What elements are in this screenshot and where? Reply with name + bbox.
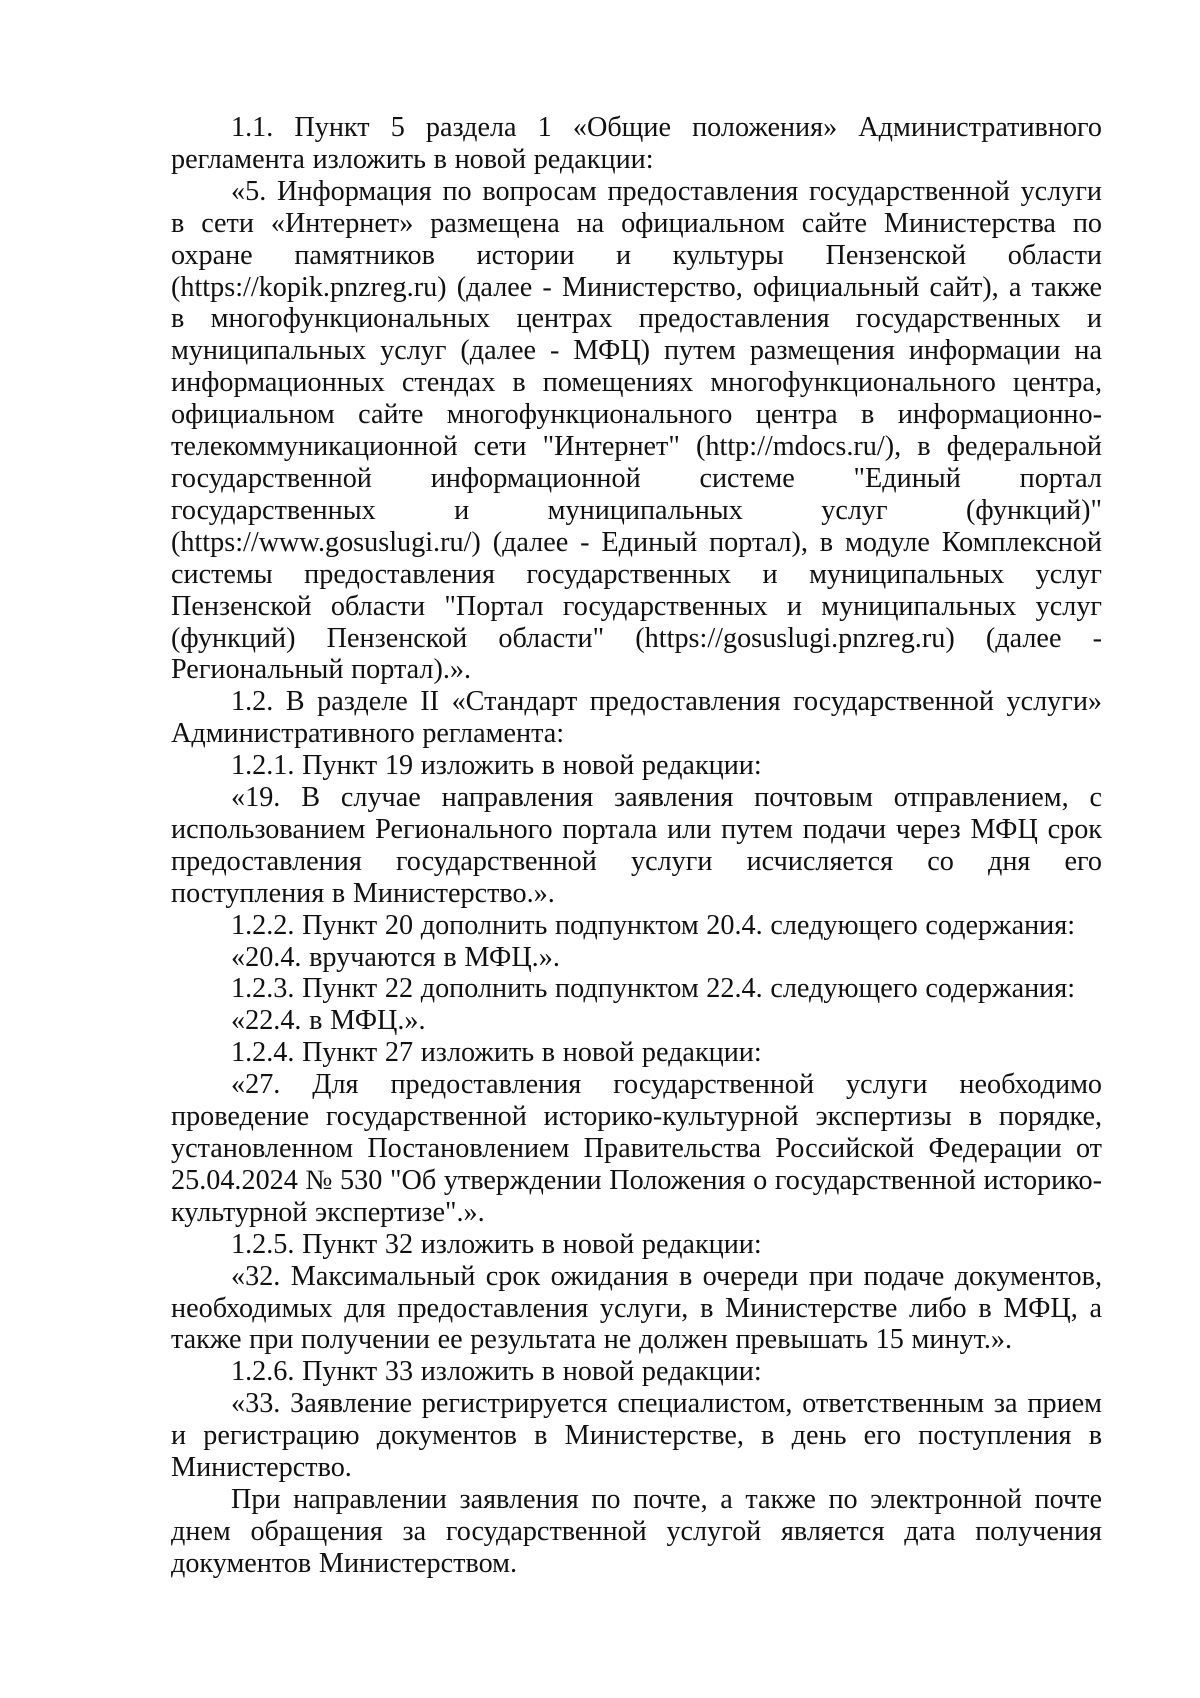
- paragraph-1-2-5: 1.2.5. Пункт 32 изложить в новой редакции:: [231, 1228, 762, 1260]
- paragraph-item-20-4-text: «20.4. вручаются в МФЦ.».: [231, 941, 560, 973]
- paragraph-item-19-text: «19. В случае направления заявления почтовым отправлением, с использованием Регионального портала или путем подачи через МФЦ срок предоставления государственной услуги исчисляется со дня его поступления в Министерство.».: [171, 782, 1102, 909]
- paragraph-item-5-text: «5. Информация по вопросам предоставления государственной услуги в сети «Интернет» размещена на официальном сайте Министерства по охране памятников истории и культуры Пензенской области (https://kopik.pnzreg.ru) (далее - Министерство, официальный сайт), а также в многофункциональных центрах предоставления государственных и муниципальных услуг (далее - МФЦ) путем размещения информации на информационных стендах в помещениях многофункционального центра, официальном сайте многофункционального центра в информационно-телекоммуникационной сети "Интернет" (http://mdocs.ru/), в федеральной государственной информационной системе "Единый портал государственных и муниципальных услуг (функций)" (https://www.gosuslugi.ru/) (далее - Единый портал), в модуле Комплексной системы предоставления государственных и муниципальных услуг Пензенской области "Портал государственных и муниципальных услуг (функций) Пензенской области" (https://gosuslugi.pnzreg.ru) (далее - Региональный портал).».: [171, 175, 1102, 686]
- paragraph-item-27-text: «27. Для предоставления государственной услуги необходимо проведение государственной историко-культурной экспертизы в порядке, установленном Постановлением Правительства Российской Федерации от 25.04.2024 № 530 "Об утверждении Положения о государственной историко-культурной экспертизе".».: [171, 1069, 1102, 1228]
- paragraph-item-33-text: «33. Заявление регистрируется специалистом, ответственным за прием и регистрацию документов в Министерстве, в день его поступления в Министерство.: [171, 1388, 1102, 1484]
- document-body: [171, 112, 1102, 1580]
- paragraph-1-2: 1.2. В разделе II «Стандарт предоставления государственной услуги» Административного регламента:: [171, 686, 1102, 750]
- paragraph-item-32-text: «32. Максимальный срок ожидания в очереди при подаче документов, необходимых для предоставления услуги, в Министерстве либо в МФЦ, а также при получении ее результата не должен превышать 15 минут.».: [171, 1260, 1102, 1356]
- paragraph-item-33-continuation: При направлении заявления по почте, а также по электронной почте днем обращения за государственной услугой является дата получения документов Министерством.: [171, 1483, 1102, 1579]
- paragraph-1-2-3: 1.2.3. Пункт 22 дополнить подпунктом 22.4. следующего содержания:: [231, 973, 1076, 1005]
- paragraph-1-2-4: 1.2.4. Пункт 27 изложить в новой редакции:: [231, 1037, 762, 1069]
- paragraph-1-2-1: 1.2.1. Пункт 19 изложить в новой редакции:: [231, 750, 762, 782]
- paragraph-item-22-4-text: «22.4. в МФЦ.».: [231, 1005, 426, 1037]
- paragraph-1-2-6: 1.2.6. Пункт 33 изложить в новой редакции:: [231, 1356, 762, 1388]
- paragraph-1-2-2: 1.2.2. Пункт 20 дополнить подпунктом 20.4. следующего содержания:: [231, 909, 1076, 941]
- paragraph-1-1: 1.1. Пункт 5 раздела 1 «Общие положения» Административного регламента изложить в новой редакции:: [171, 112, 1102, 175]
